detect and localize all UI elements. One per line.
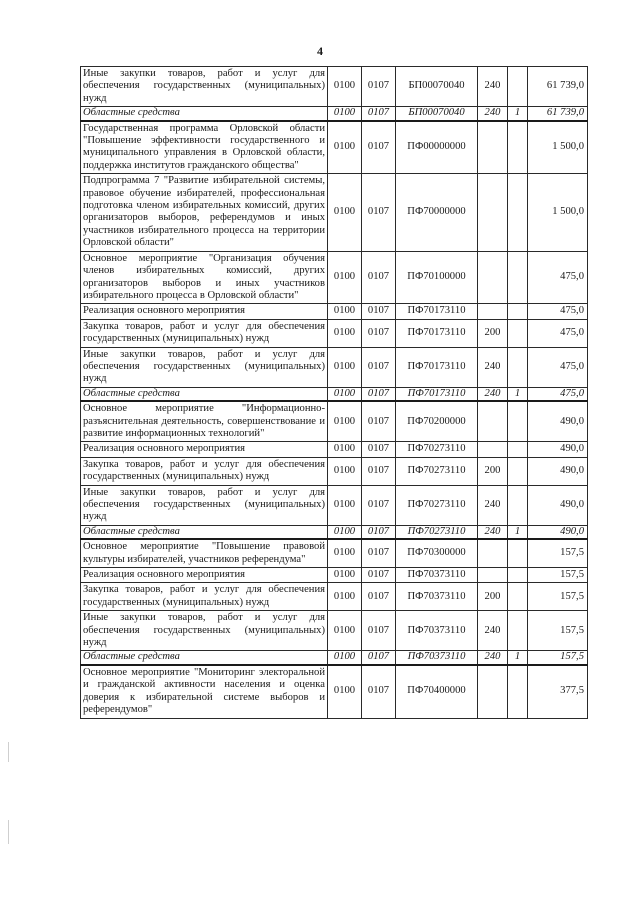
row-subsection-cell: 0107 bbox=[362, 304, 396, 319]
table-row bbox=[81, 485, 588, 525]
row-name-cell: Иные закупки товаров, работ и услуг для обеспечения государственных (муниципальных) нужд bbox=[81, 485, 328, 525]
row-funding-source-cell bbox=[508, 121, 528, 174]
row-expense-type-cell bbox=[478, 121, 508, 174]
table-row bbox=[81, 67, 588, 107]
row-target-article-cell: ПФ70273110 bbox=[396, 525, 478, 539]
row-target-article-cell: ПФ70273110 bbox=[396, 442, 478, 457]
regional-funds-row bbox=[81, 525, 588, 539]
row-funding-source-cell bbox=[508, 304, 528, 319]
row-target-article-cell: ПФ70200000 bbox=[396, 401, 478, 442]
row-target-article-cell: ПФ70273110 bbox=[396, 485, 478, 525]
row-funding-source-cell bbox=[508, 319, 528, 347]
row-expense-type-cell: 200 bbox=[478, 319, 508, 347]
row-section-cell: 0100 bbox=[328, 485, 362, 525]
row-subsection-cell: 0107 bbox=[362, 651, 396, 665]
row-funding-source-cell bbox=[508, 347, 528, 387]
row-funding-source-cell bbox=[508, 401, 528, 442]
regional-funds-row bbox=[81, 107, 588, 121]
row-subsection-cell: 0107 bbox=[362, 251, 396, 304]
table-row bbox=[81, 568, 588, 583]
row-target-article-cell: ПФ70173110 bbox=[396, 304, 478, 319]
row-subsection-cell: 0107 bbox=[362, 107, 396, 121]
row-subsection-cell: 0107 bbox=[362, 387, 396, 401]
row-amount-cell: 475,0 bbox=[528, 319, 588, 347]
row-amount-cell: 377,5 bbox=[528, 665, 588, 718]
table-row bbox=[81, 319, 588, 347]
row-expense-type-cell: 200 bbox=[478, 583, 508, 611]
row-amount-cell: 475,0 bbox=[528, 304, 588, 319]
row-amount-cell: 475,0 bbox=[528, 387, 588, 401]
row-target-article-cell: БП00070040 bbox=[396, 67, 478, 107]
row-name-cell: Реализация основного мероприятия bbox=[81, 568, 328, 583]
row-funding-source-cell bbox=[508, 174, 528, 251]
row-name-cell: Областные средства bbox=[81, 525, 328, 539]
row-name-cell: Иные закупки товаров, работ и услуг для обеспечения государственных (муниципальных) нужд bbox=[81, 611, 328, 651]
row-target-article-cell: ПФ70173110 bbox=[396, 347, 478, 387]
table-row bbox=[81, 457, 588, 485]
row-name-cell: Подпрограмма 7 "Развитие избирательной системы, правовое обучение избирателей, профессиональная подготовка членом избирательных комиссий, других организаторов выборов, референдумов и иных участников избирательного процесса на территории Орловской области" bbox=[81, 174, 328, 251]
row-target-article-cell: ПФ70100000 bbox=[396, 251, 478, 304]
row-target-article-cell: ПФ70000000 bbox=[396, 174, 478, 251]
row-amount-cell: 157,5 bbox=[528, 583, 588, 611]
row-name-cell: Основное мероприятие "Мониторинг электоральной и гражданской активности населения и оценка доверия к избирательной системе выборов и референдумов" bbox=[81, 665, 328, 718]
row-expense-type-cell: 240 bbox=[478, 651, 508, 665]
row-section-cell: 0100 bbox=[328, 319, 362, 347]
row-section-cell: 0100 bbox=[328, 651, 362, 665]
row-expense-type-cell: 240 bbox=[478, 387, 508, 401]
row-subsection-cell: 0107 bbox=[362, 401, 396, 442]
row-target-article-cell: ПФ70400000 bbox=[396, 665, 478, 718]
row-amount-cell: 490,0 bbox=[528, 485, 588, 525]
row-section-cell: 0100 bbox=[328, 539, 362, 567]
row-section-cell: 0100 bbox=[328, 665, 362, 718]
regional-funds-row bbox=[81, 387, 588, 401]
row-section-cell: 0100 bbox=[328, 107, 362, 121]
table-row bbox=[81, 347, 588, 387]
row-subsection-cell: 0107 bbox=[362, 319, 396, 347]
row-amount-cell: 1 500,0 bbox=[528, 121, 588, 174]
row-expense-type-cell bbox=[478, 174, 508, 251]
row-funding-source-cell bbox=[508, 611, 528, 651]
row-subsection-cell: 0107 bbox=[362, 457, 396, 485]
row-amount-cell: 490,0 bbox=[528, 457, 588, 485]
table-row bbox=[81, 174, 588, 251]
row-amount-cell: 61 739,0 bbox=[528, 67, 588, 107]
row-target-article-cell: ПФ70373110 bbox=[396, 583, 478, 611]
row-name-cell: Государственная программа Орловской области "Повышение эффективности государственного и муниципального управления в Орловской области, поддержка институтов гражданского общества" bbox=[81, 121, 328, 174]
page-number: 4 bbox=[317, 44, 323, 58]
row-name-cell: Реализация основного мероприятия bbox=[81, 442, 328, 457]
row-name-cell: Областные средства bbox=[81, 387, 328, 401]
row-funding-source-cell bbox=[508, 665, 528, 718]
row-funding-source-cell bbox=[508, 457, 528, 485]
row-expense-type-cell bbox=[478, 539, 508, 567]
row-subsection-cell: 0107 bbox=[362, 539, 396, 567]
row-expense-type-cell: 240 bbox=[478, 611, 508, 651]
row-funding-source-cell bbox=[508, 583, 528, 611]
row-funding-source-cell: 1 bbox=[508, 107, 528, 121]
row-subsection-cell: 0107 bbox=[362, 67, 396, 107]
row-subsection-cell: 0107 bbox=[362, 665, 396, 718]
row-name-cell: Закупка товаров, работ и услуг для обеспечения государственных (муниципальных) нужд bbox=[81, 319, 328, 347]
row-amount-cell: 490,0 bbox=[528, 401, 588, 442]
row-target-article-cell: ПФ00000000 bbox=[396, 121, 478, 174]
row-subsection-cell: 0107 bbox=[362, 347, 396, 387]
row-section-cell: 0100 bbox=[328, 401, 362, 442]
row-funding-source-cell: 1 bbox=[508, 525, 528, 539]
row-expense-type-cell: 240 bbox=[478, 347, 508, 387]
row-expense-type-cell: 240 bbox=[478, 525, 508, 539]
row-funding-source-cell bbox=[508, 67, 528, 107]
row-expense-type-cell bbox=[478, 665, 508, 718]
row-amount-cell: 157,5 bbox=[528, 611, 588, 651]
row-section-cell: 0100 bbox=[328, 304, 362, 319]
row-target-article-cell: ПФ70373110 bbox=[396, 568, 478, 583]
row-section-cell: 0100 bbox=[328, 583, 362, 611]
row-target-article-cell: ПФ70373110 bbox=[396, 651, 478, 665]
row-amount-cell: 475,0 bbox=[528, 251, 588, 304]
regional-funds-row bbox=[81, 651, 588, 665]
row-funding-source-cell bbox=[508, 251, 528, 304]
row-amount-cell: 490,0 bbox=[528, 525, 588, 539]
row-name-cell: Иные закупки товаров, работ и услуг для обеспечения государственных (муниципальных) нужд bbox=[81, 347, 328, 387]
row-section-cell: 0100 bbox=[328, 174, 362, 251]
row-expense-type-cell bbox=[478, 251, 508, 304]
row-name-cell: Закупка товаров, работ и услуг для обеспечения государственных (муниципальных) нужд bbox=[81, 457, 328, 485]
row-section-cell: 0100 bbox=[328, 67, 362, 107]
table-row bbox=[81, 442, 588, 457]
row-funding-source-cell: 1 bbox=[508, 651, 528, 665]
table-row bbox=[81, 304, 588, 319]
row-subsection-cell: 0107 bbox=[362, 442, 396, 457]
row-name-cell: Закупка товаров, работ и услуг для обеспечения государственных (муниципальных) нужд bbox=[81, 583, 328, 611]
row-expense-type-cell bbox=[478, 568, 508, 583]
row-target-article-cell: ПФ70373110 bbox=[396, 611, 478, 651]
row-expense-type-cell bbox=[478, 401, 508, 442]
row-name-cell: Областные средства bbox=[81, 651, 328, 665]
row-funding-source-cell bbox=[508, 568, 528, 583]
row-subsection-cell: 0107 bbox=[362, 485, 396, 525]
row-section-cell: 0100 bbox=[328, 611, 362, 651]
row-subsection-cell: 0107 bbox=[362, 174, 396, 251]
table-row bbox=[81, 121, 588, 174]
row-target-article-cell: ПФ70273110 bbox=[396, 457, 478, 485]
row-section-cell: 0100 bbox=[328, 568, 362, 583]
row-section-cell: 0100 bbox=[328, 347, 362, 387]
row-expense-type-cell: 240 bbox=[478, 485, 508, 525]
row-target-article-cell: ПФ70300000 bbox=[396, 539, 478, 567]
row-subsection-cell: 0107 bbox=[362, 583, 396, 611]
row-funding-source-cell: 1 bbox=[508, 387, 528, 401]
row-section-cell: 0100 bbox=[328, 525, 362, 539]
row-amount-cell: 61 739,0 bbox=[528, 107, 588, 121]
table-row bbox=[81, 583, 588, 611]
table-row bbox=[81, 401, 588, 442]
row-expense-type-cell bbox=[478, 304, 508, 319]
row-expense-type-cell: 200 bbox=[478, 457, 508, 485]
row-section-cell: 0100 bbox=[328, 442, 362, 457]
row-target-article-cell: ПФ70173110 bbox=[396, 319, 478, 347]
row-funding-source-cell bbox=[508, 485, 528, 525]
table-row bbox=[81, 539, 588, 567]
scan-edge-mark bbox=[8, 820, 9, 844]
table-row bbox=[81, 665, 588, 718]
row-section-cell: 0100 bbox=[328, 387, 362, 401]
row-subsection-cell: 0107 bbox=[362, 611, 396, 651]
table-body bbox=[81, 67, 588, 719]
table-row bbox=[81, 251, 588, 304]
row-name-cell: Основное мероприятие "Повышение правовой культуры избирателей, участников референдума" bbox=[81, 539, 328, 567]
row-amount-cell: 1 500,0 bbox=[528, 174, 588, 251]
budget-table bbox=[80, 66, 588, 719]
row-funding-source-cell bbox=[508, 539, 528, 567]
row-name-cell: Реализация основного мероприятия bbox=[81, 304, 328, 319]
row-name-cell: Основное мероприятие "Информационно-разъяснительная деятельность, совершенствование и развитие информационных технологий" bbox=[81, 401, 328, 442]
row-amount-cell: 157,5 bbox=[528, 568, 588, 583]
row-funding-source-cell bbox=[508, 442, 528, 457]
row-amount-cell: 490,0 bbox=[528, 442, 588, 457]
row-target-article-cell: ПФ70173110 bbox=[396, 387, 478, 401]
row-target-article-cell: БП00070040 bbox=[396, 107, 478, 121]
row-amount-cell: 157,5 bbox=[528, 539, 588, 567]
table-row bbox=[81, 611, 588, 651]
row-expense-type-cell bbox=[478, 442, 508, 457]
row-name-cell: Областные средства bbox=[81, 107, 328, 121]
row-name-cell: Иные закупки товаров, работ и услуг для обеспечения государственных (муниципальных) нужд bbox=[81, 67, 328, 107]
row-subsection-cell: 0107 bbox=[362, 568, 396, 583]
row-amount-cell: 475,0 bbox=[528, 347, 588, 387]
row-section-cell: 0100 bbox=[328, 121, 362, 174]
row-section-cell: 0100 bbox=[328, 457, 362, 485]
row-expense-type-cell: 240 bbox=[478, 107, 508, 121]
row-subsection-cell: 0107 bbox=[362, 525, 396, 539]
row-subsection-cell: 0107 bbox=[362, 121, 396, 174]
row-amount-cell: 157,5 bbox=[528, 651, 588, 665]
row-name-cell: Основное мероприятие "Организация обучения членов избирательных комиссий, других организаторов выборов и иных участников избирательного процесса в Орловской области" bbox=[81, 251, 328, 304]
scan-edge-mark bbox=[8, 742, 9, 762]
row-expense-type-cell: 240 bbox=[478, 67, 508, 107]
row-section-cell: 0100 bbox=[328, 251, 362, 304]
